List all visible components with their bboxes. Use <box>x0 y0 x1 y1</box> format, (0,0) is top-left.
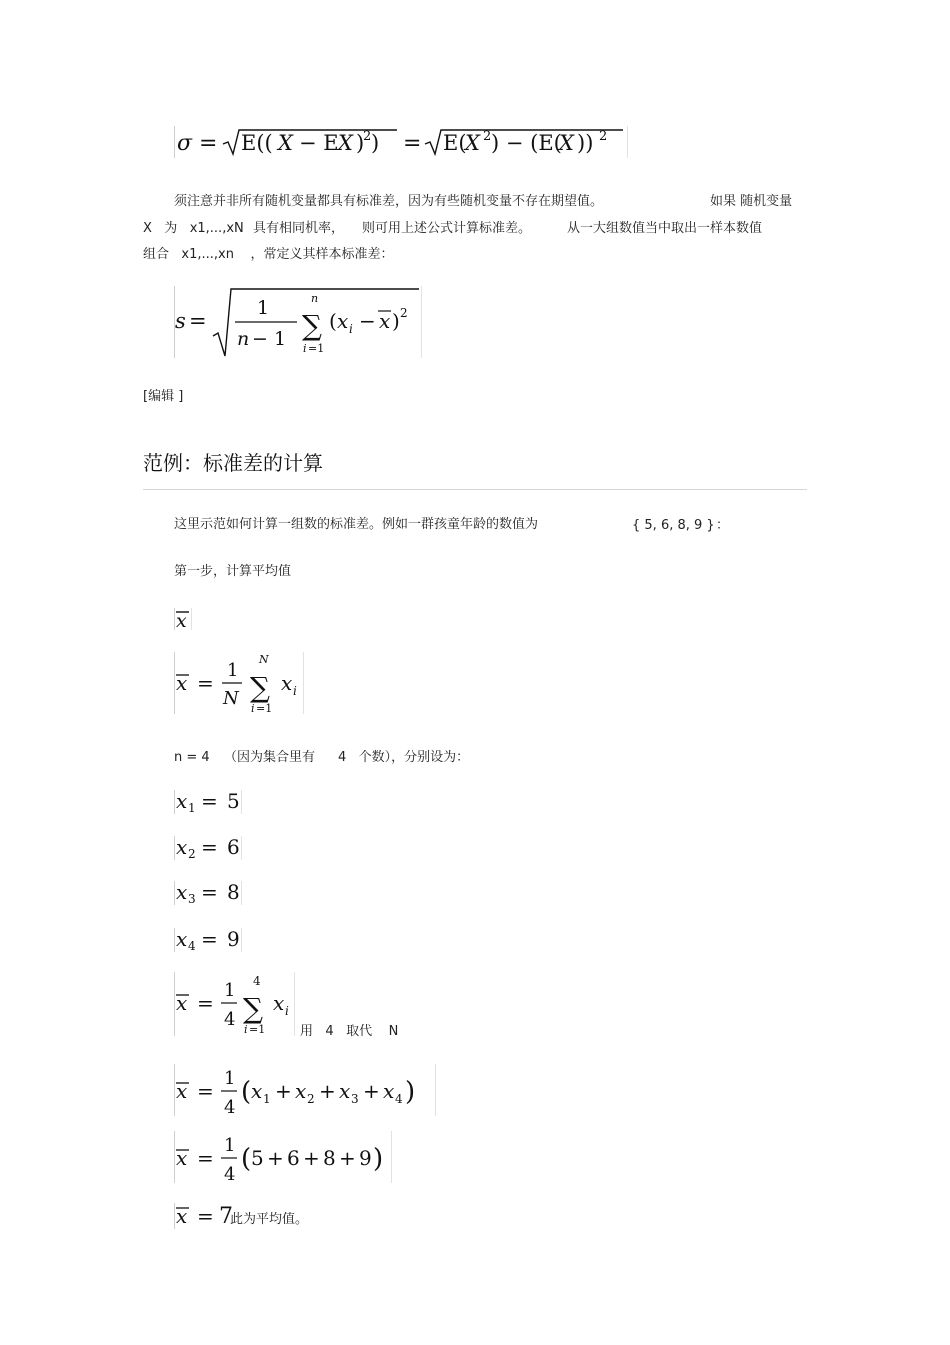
svg-text:2: 2 <box>188 847 196 861</box>
paragraph-line-2d: 从一大组数值当中取出一样本数值 <box>567 221 763 236</box>
svg-text:N: N <box>223 688 239 709</box>
svg-text:): ) <box>405 1077 416 1107</box>
svg-text:7: 7 <box>219 1204 233 1229</box>
edit-link[interactable]: [编辑 ] <box>143 389 184 404</box>
svg-text:6: 6 <box>227 835 240 859</box>
paragraph-line-3: 组合 x1,...,xn ，常定义其样本标准差： <box>143 247 394 262</box>
svg-text:1: 1 <box>227 660 239 681</box>
mean-four-formula <box>174 972 295 1036</box>
svg-text:i: i <box>293 684 297 698</box>
svg-text:i: i <box>303 342 307 355</box>
section-divider <box>143 489 807 490</box>
mean-general-formula-svg <box>175 652 303 714</box>
mean-general-formula <box>174 652 304 714</box>
example-intro: 这里示范如何计算一组数的标准差。例如一群孩童年龄的数值为 <box>174 517 539 532</box>
svg-text:) − (E(: ) − (E( <box>491 131 562 155</box>
svg-text:2: 2 <box>599 129 608 144</box>
svg-text:=: = <box>201 927 218 951</box>
svg-text:− E: − E <box>299 131 339 155</box>
svg-text:4: 4 <box>395 1092 403 1106</box>
n-value: n = 4 <box>174 750 210 765</box>
svg-text:x: x <box>176 671 188 695</box>
svg-text:σ: σ <box>177 131 193 156</box>
svg-text:=: = <box>201 835 218 859</box>
svg-text:(: ( <box>241 1144 252 1174</box>
mean-values-formula-svg <box>175 1131 391 1183</box>
svg-text:=: = <box>201 880 218 904</box>
svg-text:x: x <box>176 1146 188 1170</box>
example-colon: ： <box>716 518 730 533</box>
svg-text:+: + <box>267 1146 284 1170</box>
replace-note: 用 4 取代 N <box>300 1024 399 1039</box>
svg-text:): ) <box>356 131 365 155</box>
svg-text:x: x <box>339 1079 351 1103</box>
svg-text:x: x <box>281 671 293 695</box>
svg-text:5: 5 <box>227 789 240 813</box>
svg-text:n: n <box>237 328 250 350</box>
svg-text:=: = <box>201 789 218 813</box>
svg-text:+: + <box>319 1079 336 1103</box>
svg-text:2: 2 <box>363 129 372 144</box>
example-set: { 5, 6, 8, 9 } <box>632 518 715 533</box>
mean-values-formula <box>174 1131 392 1183</box>
svg-text:∑: ∑ <box>243 992 263 1025</box>
svg-text:2: 2 <box>400 306 408 320</box>
svg-text:x: x <box>295 1079 307 1103</box>
svg-text:X: X <box>338 131 353 155</box>
svg-text:=: = <box>197 1079 214 1103</box>
svg-text:E((: E(( <box>241 131 273 155</box>
svg-text:x: x <box>176 789 188 813</box>
sample-sd-formula-svg <box>175 286 421 358</box>
svg-text:X: X <box>559 131 574 155</box>
mean-result-formula <box>174 1203 231 1229</box>
x1-formula-svg <box>175 790 241 814</box>
svg-text:x: x <box>273 991 285 1015</box>
svg-text:4: 4 <box>224 1009 236 1030</box>
x4-formula <box>174 928 242 952</box>
mean-note: 此为平均值。 <box>230 1212 309 1227</box>
svg-text:3: 3 <box>351 1092 359 1106</box>
svg-text:)): )) <box>577 131 594 155</box>
svg-text:=: = <box>403 131 422 156</box>
x3-formula <box>174 881 242 905</box>
svg-text:1: 1 <box>263 1092 271 1106</box>
svg-text:+: + <box>275 1079 292 1103</box>
svg-text:8: 8 <box>323 1146 336 1170</box>
paragraph-line-2a: X 为 x1,...,xN <box>143 221 244 236</box>
svg-text:=1: =1 <box>249 1023 266 1036</box>
svg-text:4: 4 <box>224 1097 236 1118</box>
svg-text:1: 1 <box>224 980 236 1001</box>
svg-text:x: x <box>251 1079 263 1103</box>
paragraph-line-2c: 则可用上述公式计算标准差。 <box>362 221 532 236</box>
svg-text:3: 3 <box>188 892 196 906</box>
svg-text:2: 2 <box>483 129 492 144</box>
svg-text:): ) <box>371 131 380 155</box>
svg-text:x: x <box>383 1079 395 1103</box>
svg-text:): ) <box>392 309 400 333</box>
svg-text:1: 1 <box>188 801 196 815</box>
svg-text:1: 1 <box>224 1068 236 1089</box>
svg-text:i: i <box>244 1023 248 1036</box>
svg-text:x: x <box>176 610 187 632</box>
svg-text:5: 5 <box>251 1146 264 1170</box>
svg-text:x: x <box>176 927 188 951</box>
svg-text:s: s <box>175 309 186 333</box>
svg-text:=: = <box>197 1146 214 1170</box>
n-explanation: （因为集合里有 <box>224 750 316 765</box>
mean-expanded-formula-svg <box>175 1064 435 1116</box>
n-explanation-2: 4 个数），分别设为： <box>338 750 470 765</box>
svg-text:=1: =1 <box>308 342 325 355</box>
svg-text:6: 6 <box>287 1146 300 1170</box>
sigma-formula-svg <box>175 126 627 158</box>
svg-text:4: 4 <box>224 1164 236 1185</box>
svg-text:+: + <box>339 1146 356 1170</box>
svg-text:−: − <box>359 309 376 333</box>
step-one-label: 第一步，计算平均值 <box>174 564 292 579</box>
svg-text:(: ( <box>329 309 337 333</box>
svg-text:x: x <box>379 309 391 333</box>
svg-text:9: 9 <box>359 1146 372 1170</box>
sigma-formula <box>174 126 628 158</box>
xbar-symbol-svg <box>175 608 191 630</box>
svg-text:(: ( <box>241 1077 252 1107</box>
svg-text:x: x <box>337 309 349 333</box>
svg-text:=: = <box>197 671 214 695</box>
x4-formula-svg <box>175 928 241 952</box>
svg-text:8: 8 <box>227 880 240 904</box>
x2-formula-svg <box>175 836 241 860</box>
svg-text:x: x <box>176 991 188 1015</box>
mean-expanded-formula <box>174 1064 436 1116</box>
svg-text:1: 1 <box>257 297 270 319</box>
paragraph-line-2b: 具有相同机率， <box>253 221 345 236</box>
svg-text:x: x <box>176 1204 188 1228</box>
svg-text:=1: =1 <box>256 702 273 715</box>
svg-text:2: 2 <box>307 1092 315 1106</box>
svg-text:=: = <box>197 991 214 1015</box>
svg-text:9: 9 <box>227 927 240 951</box>
paragraph-line-1a: 须注意并非所有随机变量都具有标准差，因为有些随机变量不存在期望值。 <box>174 194 604 209</box>
svg-text:x: x <box>176 1079 188 1103</box>
sample-sd-formula <box>174 286 422 358</box>
svg-text:=: = <box>197 1204 214 1228</box>
svg-text:i: i <box>349 322 353 336</box>
svg-text:X: X <box>278 131 293 155</box>
svg-text:x: x <box>176 880 188 904</box>
x3-formula-svg <box>175 881 241 905</box>
xbar-symbol <box>174 608 192 630</box>
mean-result-formula-svg <box>175 1203 231 1229</box>
svg-text:E(: E( <box>443 131 467 155</box>
svg-text:=: = <box>199 131 218 156</box>
svg-text:i: i <box>251 702 255 715</box>
section-title: 范例：标准差的计算 <box>143 451 323 475</box>
svg-text:∑: ∑ <box>250 671 270 704</box>
paragraph-line-1b: 如果 随机变量 <box>710 194 793 209</box>
svg-text:+: + <box>363 1079 380 1103</box>
svg-text:x: x <box>176 835 188 859</box>
svg-text:N: N <box>259 653 269 666</box>
mean-four-formula-svg <box>175 972 294 1036</box>
x1-formula <box>174 790 242 814</box>
svg-text:4: 4 <box>188 939 196 953</box>
svg-text:=: = <box>189 309 207 333</box>
svg-text:X: X <box>465 131 480 155</box>
svg-text:i: i <box>285 1004 289 1018</box>
svg-text:+: + <box>303 1146 320 1170</box>
x2-formula <box>174 836 242 860</box>
svg-text:1: 1 <box>224 1135 236 1156</box>
svg-text:∑: ∑ <box>302 309 322 342</box>
svg-text:n: n <box>311 292 319 305</box>
svg-text:− 1: − 1 <box>252 328 287 350</box>
svg-text:4: 4 <box>253 974 261 988</box>
svg-text:): ) <box>373 1144 384 1174</box>
